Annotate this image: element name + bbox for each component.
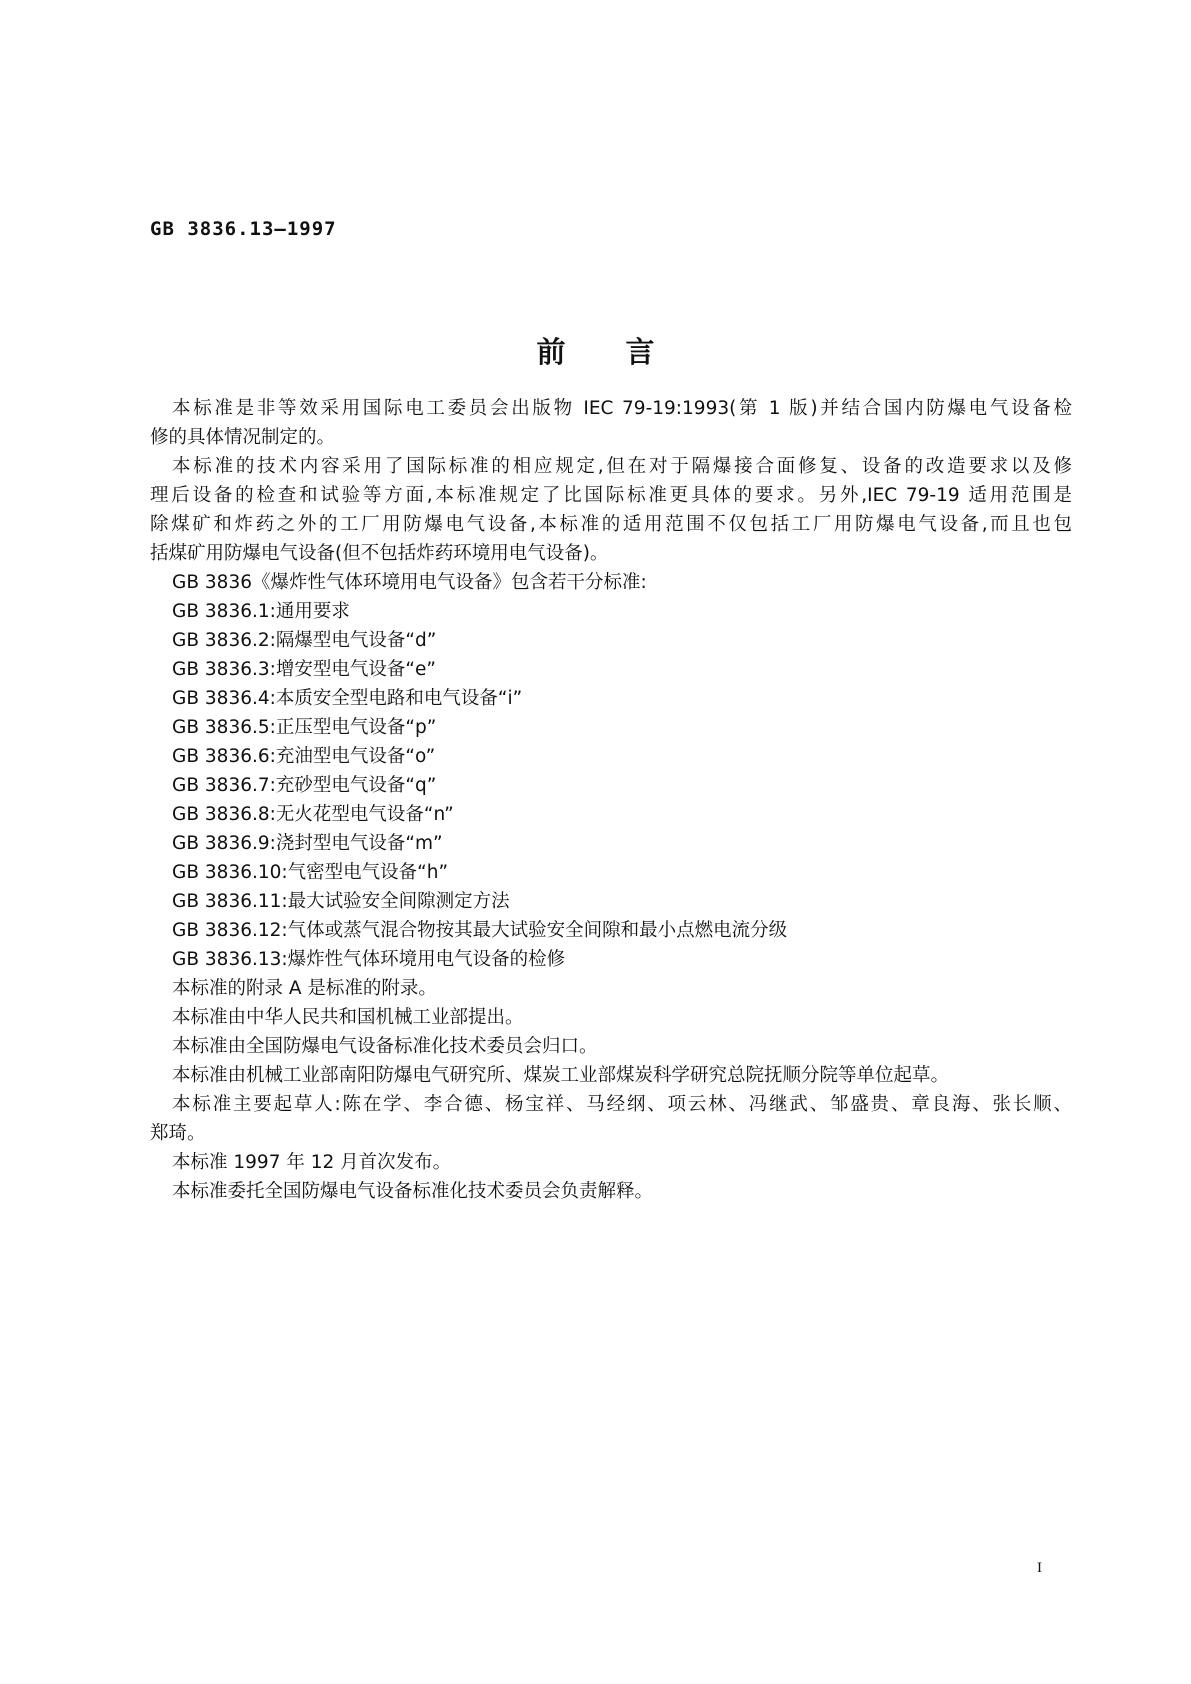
text-line: 本标准 1997 年 12 月首次发布。 [172,1152,452,1173]
text-line: GB 3836.1:通用要求 [172,601,350,622]
text-line: GB 3836.8:无火花型电气设备“n” [172,804,454,825]
text-line: GB 3836.3:增安型电气设备“e” [172,659,436,680]
text-line: 本标准由机械工业部南阳防爆电气研究所、煤炭工业部煤炭科学研究总院抚顺分院等单位起草。 [172,1065,950,1086]
text-line: 本标准由全国防爆电气设备标准化技术委员会归口。 [172,1036,598,1057]
text-line: GB 3836.11:最大试验安全间隙测定方法 [172,891,510,912]
text-line: GB 3836.5:正压型电气设备“p” [172,717,437,738]
standard-number: GB 3836.13—1997 [150,218,337,240]
text-line: 本标准的技术内容采用了国际标准的相应规定,但在对于隔爆接合面修复、设备的改造要求以及修 [172,456,1072,477]
text-line: 括煤矿用防爆电气设备(但不包括炸药环境用电气设备)。 [150,543,609,564]
text-line: GB 3836.7:充砂型电气设备“q” [172,775,437,796]
text-line: 理后设备的检查和试验等方面,本标准规定了比国际标准更具体的要求。另外,IEC 79-19 适用范围是 [150,485,1072,506]
text-line: 郑琦。 [150,1123,206,1144]
title-char-1: 前 [536,335,566,369]
text-line: 本标准是非等效采用国际电工委员会出版物 IEC 79-19:1993(第 1 版)并结合国内防爆电气设备检 [172,398,1072,419]
text-line: 除煤矿和炸药之外的工厂用防爆电气设备,本标准的适用范围不仅包括工厂用防爆电气设备,而且也包 [150,514,1072,535]
page-number: I [1037,1560,1042,1576]
text-line: GB 3836.6:充油型电气设备“o” [172,746,436,767]
text-line: 本标准由中华人民共和国机械工业部提出。 [172,1007,524,1028]
text-line: GB 3836.9:浇封型电气设备“m” [172,833,443,854]
text-line: 本标准委托全国防爆电气设备标准化技术委员会负责解释。 [172,1181,654,1202]
text-line: 本标准主要起草人:陈在学、李合德、杨宝祥、马经纲、项云林、冯继武、邹盛贵、章良海、张长顺、 [172,1094,1072,1115]
text-line: GB 3836.4:本质安全型电路和电气设备“i” [172,688,523,709]
text-line: GB 3836.13:爆炸性气体环境用电气设备的检修 [172,949,566,970]
text-line: GB 3836《爆炸性气体环境用电气设备》包含若干分标准: [172,572,647,593]
foreword-body [150,394,1072,1206]
text-line: GB 3836.10:气密型电气设备“h” [172,862,449,883]
text-line: 本标准的附录 A 是标准的附录。 [172,978,437,999]
title-char-2: 言 [625,335,655,369]
text-line: 修的具体情况制定的。 [150,427,336,448]
text-line: GB 3836.12:气体或蒸气混合物按其最大试验安全间隙和最小点燃电流分级 [172,920,788,941]
text-line: GB 3836.2:隔爆型电气设备“d” [172,630,437,651]
page-title [0,330,1191,371]
